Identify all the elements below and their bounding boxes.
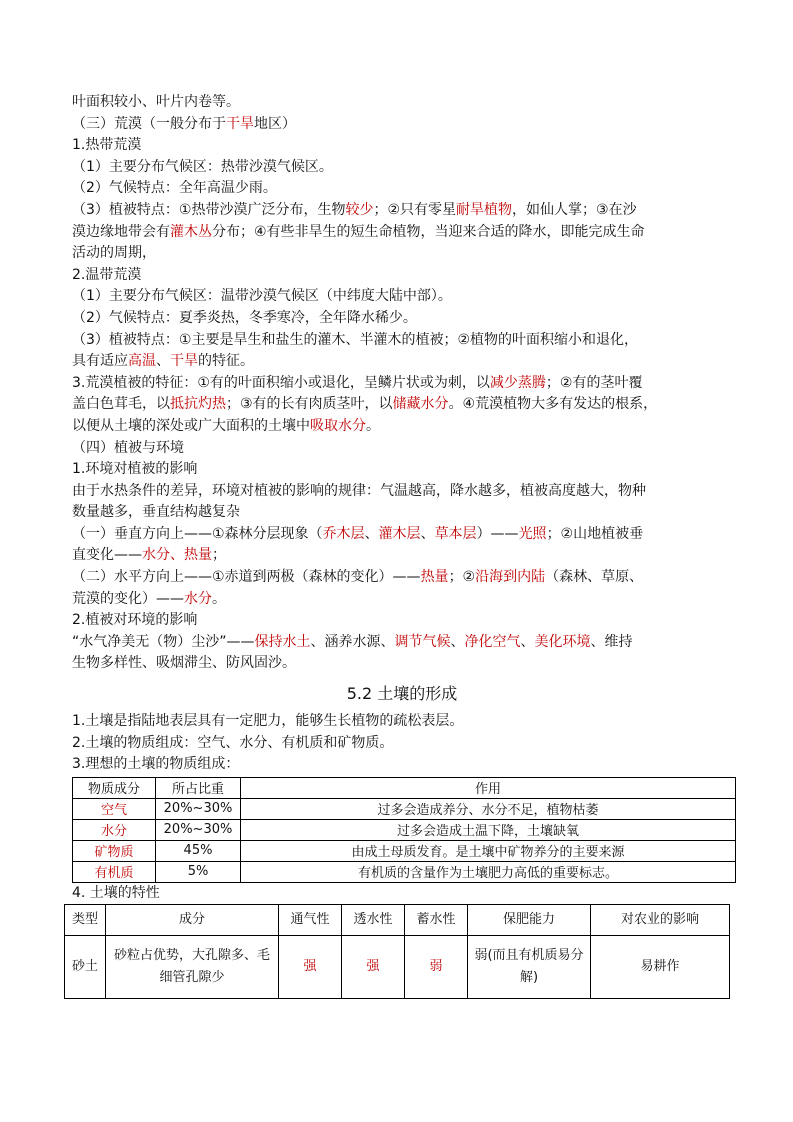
text-segment: 漠边缘地带会有 — [72, 223, 170, 240]
soil-agriculture: 易耕作 — [591, 936, 730, 999]
text-segment: 。 — [366, 417, 380, 434]
document-body — [72, 92, 732, 999]
component-effect: 由成土母质发育。是土壤中矿物养分的主要来源 — [241, 840, 736, 861]
section-title: 5.2 土壤的形成 — [346, 684, 458, 704]
text-line — [72, 481, 732, 503]
header-cell: 蓄水性 — [405, 905, 468, 936]
table-row — [73, 840, 736, 861]
table-row — [73, 798, 736, 819]
text-line — [72, 222, 732, 244]
text-segment: 3.理想的土壤的物质组成： — [72, 756, 240, 773]
text-segment: （三）荒漠（一般分布于 — [72, 115, 226, 132]
highlighted-term: 沿海到内陆 — [475, 569, 546, 586]
text-segment: （2）气候特点：全年高温少雨。 — [72, 180, 277, 197]
highlighted-term: 水分 — [184, 590, 212, 607]
component-name: 有机质 — [73, 861, 156, 882]
text-segment: 1.土壤是指陆地表层具有一定肥力，能够生长植物的疏松表层。 — [72, 713, 464, 730]
header-cell: 对农业的影响 — [591, 905, 730, 936]
text-segment: （森林、草原、 — [545, 569, 644, 586]
soil-aeration: 强 — [279, 936, 342, 999]
soil-composition-table — [72, 777, 736, 883]
text-line — [72, 92, 732, 114]
text-segment: 叶面积较小、叶片内卷等。 — [72, 94, 240, 110]
text-segment: ；② — [448, 569, 476, 586]
text-line — [72, 416, 732, 438]
header-cell: 保肥能力 — [468, 905, 591, 936]
highlighted-term: 减少蒸腾 — [489, 374, 546, 391]
highlighted-term: 水分、热量 — [142, 547, 212, 564]
soil-type: 砂土 — [65, 936, 106, 999]
component-ratio: 20%~30% — [156, 798, 241, 819]
highlighted-term: 净化空气 — [464, 633, 521, 650]
text-segment: 、 — [420, 525, 435, 542]
soil-component: 砂粒占优势，大孔隙多、毛细管孔隙少 — [106, 936, 279, 999]
text-line — [72, 265, 732, 287]
text-segment: 荒漠的变化）—— — [72, 590, 184, 607]
component-effect: 有机质的含量作为土壤肥力高低的重要标志。 — [241, 861, 736, 882]
table-row — [65, 936, 730, 999]
text-line — [72, 135, 732, 157]
header-cell: 通气性 — [279, 905, 342, 936]
text-segment: （四）植被与环境 — [72, 439, 184, 456]
table-row — [73, 819, 736, 840]
table-header-row — [65, 905, 730, 936]
text-line — [72, 243, 732, 265]
text-segment: 1.环境对植被的影响 — [72, 461, 198, 478]
soil-permeability: 强 — [342, 936, 405, 999]
text-segment: ；③有的长有肉质茎叶，以 — [226, 396, 393, 413]
text-segment: ；②山地植被垂 — [546, 525, 644, 542]
text-line — [72, 394, 732, 416]
component-ratio: 20%~30% — [156, 819, 241, 840]
component-name: 矿物质 — [73, 840, 156, 861]
text-line — [72, 114, 732, 136]
text-line — [72, 502, 732, 524]
text-segment: 2.植被对环境的影响 — [72, 612, 198, 629]
text-segment: 、 — [156, 353, 170, 370]
text-segment: 由于水热条件的差异，环境对植被的影响的规律：气温越高，降水越多，植被高度越大，物种 — [72, 482, 646, 499]
text-segment: 3.荒漠植被的特征：①有的叶面积缩小或退化，呈鳞片状或为刺，以 — [72, 374, 490, 391]
text-segment: （1）主要分布气候区：温带沙漠气候区（中纬度大陆中部）。 — [72, 288, 452, 305]
text-segment: 具有适应 — [72, 353, 128, 370]
component-effect: 过多会造成养分、水分不足，植物枯萎 — [241, 798, 736, 819]
text-line — [72, 286, 732, 308]
highlighted-term: 美化环境 — [534, 633, 591, 650]
table-header-row — [73, 777, 736, 798]
text-segment: 分布；④有些非旱生的短生命植物，当迎来合适的降水，即能完成生命 — [212, 223, 645, 240]
text-line — [72, 589, 732, 611]
text-line — [72, 438, 732, 460]
highlighted-term: 保持水土 — [254, 633, 311, 650]
text-line — [72, 632, 732, 654]
text-line — [72, 373, 732, 395]
header-cell: 成分 — [106, 905, 279, 936]
soil-properties-table — [64, 904, 730, 999]
text-line — [72, 459, 732, 481]
text-line — [72, 157, 732, 179]
text-line — [72, 308, 732, 330]
text-segment: 、 — [364, 525, 379, 542]
highlighted-term: 抵抗灼热 — [170, 396, 226, 413]
table2-caption: 4. 土壤的特性 — [72, 884, 160, 901]
text-line — [72, 610, 732, 632]
text-segment: （二）水平方向上——①赤道到两极（森林的变化）—— — [72, 569, 421, 586]
component-effect: 过多会造成土温下降，土壤缺氧 — [241, 819, 736, 840]
text-line — [72, 524, 732, 546]
text-segment: （2）气候特点：夏季炎热，冬季寒冷，全年降水稀少。 — [72, 309, 417, 326]
highlighted-term: 热量 — [420, 569, 449, 586]
text-segment: 、 — [520, 633, 535, 650]
text-segment: 。④荒漠植物大多有发达的根系， — [448, 396, 658, 413]
highlighted-term: 耐旱植物 — [456, 201, 513, 218]
component-name: 水分 — [73, 819, 156, 840]
highlighted-term: 灌木层 — [378, 525, 421, 542]
highlighted-term: 调节气候 — [394, 633, 451, 650]
highlighted-term: 高温 — [128, 353, 156, 370]
text-line — [72, 330, 732, 352]
text-line — [72, 711, 732, 733]
highlighted-term: 草本层 — [434, 525, 477, 542]
text-block — [72, 92, 732, 675]
text-segment: 生物多样性、吸烟滞尘、防风固沙。 — [72, 655, 296, 672]
component-name: 空气 — [73, 798, 156, 819]
text-segment: 地区） — [254, 115, 296, 132]
highlighted-term: 光照 — [518, 525, 547, 542]
highlighted-term: 灌木丛 — [170, 223, 212, 240]
text-segment: 、 — [450, 633, 465, 650]
text-segment: 。 — [212, 590, 226, 607]
table-row — [73, 861, 736, 882]
highlighted-term: 吸取水分 — [310, 417, 366, 434]
text-segment: 2.土壤的物质组成：空气、水分、有机质和矿物质。 — [72, 734, 394, 751]
text-segment: ）—— — [476, 525, 519, 542]
text-segment: 、涵养水源、 — [310, 633, 395, 650]
text-segment: 活动的周期， — [72, 245, 156, 262]
header-cell: 类型 — [65, 905, 106, 936]
text-line — [72, 178, 732, 200]
text-segment: 以便从土壤的深处或广大面积的土壤中 — [72, 417, 310, 434]
text-segment: ；②有的茎叶覆 — [545, 374, 643, 391]
text-segment: 数量越多，垂直结构越复杂 — [72, 504, 240, 521]
text-line — [72, 733, 732, 755]
text-segment: （3）植被特点：①主要是旱生和盐生的灌木、半灌木的植被；②植物的叶面积缩小和退化， — [72, 331, 639, 348]
text-segment: 的特征。 — [198, 353, 254, 370]
header-cell: 作用 — [241, 777, 736, 798]
highlighted-term: 乔木层 — [322, 525, 365, 542]
header-cell: 所占比重 — [156, 777, 241, 798]
text-segment: （一）垂直方向上——①森林分层现象（ — [72, 525, 323, 542]
component-ratio: 45% — [156, 840, 241, 861]
text-segment: ； — [212, 547, 226, 564]
header-cell: 透水性 — [342, 905, 405, 936]
text-line — [72, 754, 732, 776]
header-cell: 物质成分 — [73, 777, 156, 798]
soil-retention: 弱 — [405, 936, 468, 999]
component-ratio: 5% — [156, 861, 241, 882]
text-segment: 1.热带荒漠 — [72, 137, 142, 154]
text-line — [72, 545, 732, 567]
highlighted-term: 干旱 — [170, 353, 198, 370]
highlighted-term: 储藏水分 — [392, 396, 449, 413]
text-line — [72, 200, 732, 222]
text-line — [72, 567, 732, 589]
text-segment: “水气净美无（物）尘沙”—— — [72, 633, 255, 650]
soil-fertility: 弱(而且有机质易分解) — [468, 936, 591, 999]
text-segment: 盖白色茸毛，以 — [72, 396, 170, 413]
text-segment: ；②只有零星 — [373, 201, 457, 218]
text-line — [72, 653, 732, 675]
highlighted-term: 干旱 — [226, 115, 254, 132]
highlighted-term: 较少 — [345, 201, 374, 218]
text-segment: 直变化—— — [72, 547, 142, 564]
section-text-block — [72, 711, 732, 776]
text-line — [72, 351, 732, 373]
text-segment: 、维持 — [590, 633, 633, 650]
text-segment: （3）植被特点：①热带沙漠广泛分布，生物 — [72, 201, 346, 218]
text-segment: ，如仙人掌；③在沙 — [512, 201, 637, 218]
text-segment: 2.温带荒漠 — [72, 266, 142, 283]
text-segment: （1）主要分布气候区：热带沙漠气候区。 — [72, 158, 333, 175]
